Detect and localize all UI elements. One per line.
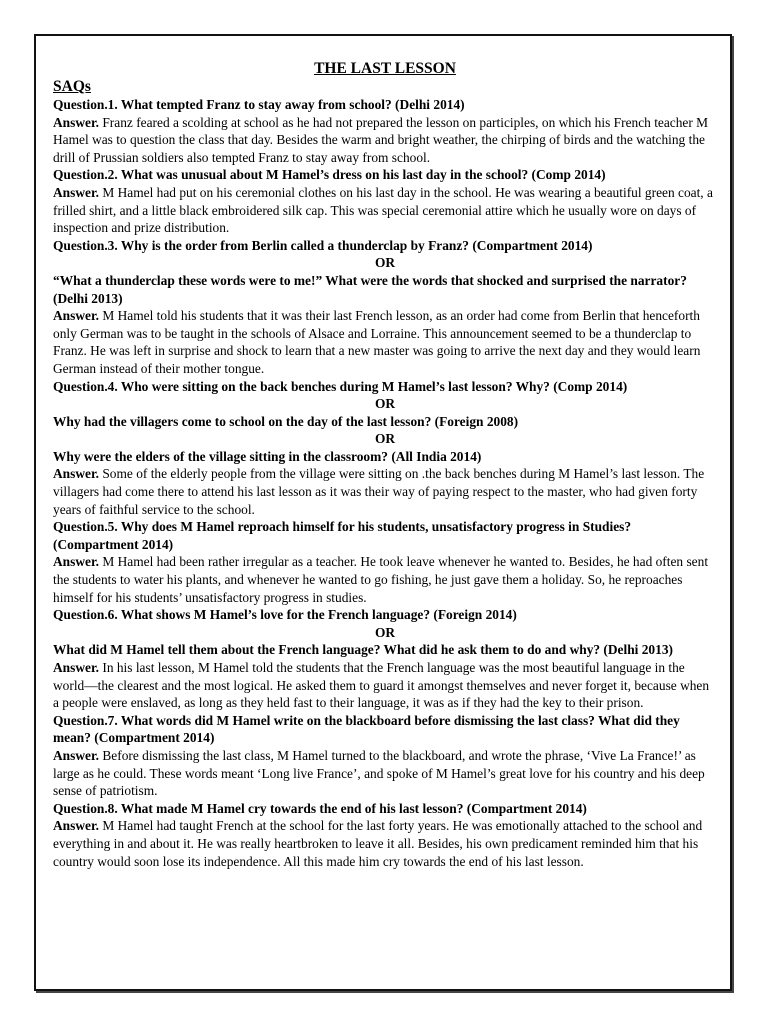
question-text: Question.3. Why is the order from Berlin called a thunderclap by Franz? (Compartment 2014)	[53, 237, 593, 253]
answer-label: Answer.	[53, 660, 100, 675]
question-text: Question.7. What words did M Hamel write on the blackboard before dismissing the last class? What did they mean? (Compartment 2014)	[53, 712, 680, 746]
qa-item	[53, 166, 717, 236]
page-title: THE LAST LESSON	[314, 60, 456, 77]
qa-item	[53, 237, 717, 378]
answer-label: Answer.	[53, 747, 100, 763]
qa-item	[53, 800, 717, 870]
qa-item	[53, 518, 717, 606]
answer-label: Answer.	[53, 114, 100, 130]
question-text: “What a thunderclap these words were to me!” What were the words that shocked and surprised the narrator? (Delhi 2013)	[53, 272, 687, 306]
answer-paragraph	[53, 465, 717, 518]
answer-label: Answer.	[53, 466, 100, 482]
answer-text: M Hamel told his students that it was their last French lesson, as an order had come from Berlin that henceforth only German was to be taught in the schools of Alsace and Lorraine. This announcement seemed to be a thunderclap to Franz. He was left in surprise and shock to learn that a new master was going to arrive the next day and they would learn German instead of their mother tongue.	[53, 308, 701, 376]
question-text: Question.1. What tempted Franz to stay away from school? (Delhi 2014)	[53, 97, 465, 112]
answer-label: Answer.	[53, 554, 100, 570]
or-separator: OR	[374, 396, 396, 412]
answer-paragraph	[53, 184, 717, 237]
question-text: Question.6. What shows M Hamel’s love for the French language? (Foreign 2014)	[53, 607, 517, 623]
section-heading: SAQs	[53, 78, 91, 95]
answer-paragraph	[53, 747, 717, 800]
answer-paragraph	[53, 659, 717, 712]
question-text: Question.8. What made M Hamel cry towards the end of his last lesson? (Compartment 2014)	[53, 800, 587, 816]
qa-item	[53, 378, 717, 519]
answer-paragraph	[53, 114, 717, 167]
qa-list	[53, 96, 717, 870]
question-text: Why had the villagers come to school on the day of the last lesson? (Foreign 2008)	[53, 413, 519, 429]
question-text: What did M Hamel tell them about the French language? What did he ask them to do and why? (Delhi 2013)	[53, 642, 673, 658]
answer-text: Before dismissing the last class, M Hamel turned to the blackboard, and wrote the phrase, ‘Vive La France!’ as large as he could. These words meant ‘Long live France’, and spoke of M Hamel’s great love for his country and his deep sense of patriotism.	[53, 747, 705, 799]
question-text: Question.5. Why does M Hamel reproach himself for his students, unsatisfactory progress in Studies? (Compartment 2014)	[53, 519, 632, 552]
answer-label: Answer.	[53, 818, 100, 834]
answer-label: Answer.	[53, 184, 100, 200]
qa-item	[53, 96, 717, 166]
answer-text: M Hamel had been rather irregular as a teacher. He took leave whenever he wanted to. Besides, he had often sent the students to water his plants, and whenever he wanted to go fishing, he just gave them a holiday. So, he reproaches himself for his students’ unsatisfactory progress in studies.	[53, 554, 709, 605]
answer-paragraph	[53, 553, 717, 606]
answer-text: In his last lesson, M Hamel told the students that the French language was the most beautiful language in the world—the clearest and the most logical. He asked them to guard it amongst themselves and never forget it, because when a people were enslaved, as long as they held fast to their language, it was as if they had the key to their prison.	[53, 660, 710, 711]
question-text: Question.4. Who were sitting on the back benches during M Hamel’s last lesson? Why? (Comp 2014)	[53, 378, 628, 394]
answer-paragraph	[53, 817, 717, 870]
question-text: Question.2. What was unusual about M Hamel’s dress on his last day in the school? (Comp 2014)	[53, 167, 606, 183]
or-separator: OR	[374, 255, 396, 271]
document-page	[34, 34, 732, 991]
or-separator: OR	[374, 431, 396, 447]
answer-label: Answer.	[53, 308, 100, 324]
question-text: Why were the elders of the village sitting in the classroom? (All India 2014)	[53, 448, 482, 464]
answer-text: M Hamel had taught French at the school for the last forty years. He was emotionally attached to the school and everything in and about it. He was really heartbroken to leave it all. Besides, his own predicament reminded him that his country would soon lose its independence. All this made him cry towards the end of his last lesson.	[53, 818, 703, 869]
answer-paragraph	[53, 307, 717, 377]
answer-text: Franz feared a scolding at school as he had not prepared the lesson on participles, on which his French teacher M Hamel was to question the class that day. Besides the warm and bright weather, the chirping of birds and the watching the drill of Prussian soldiers also tempted Franz to stay away from school.	[53, 114, 709, 165]
qa-item	[53, 712, 717, 800]
qa-item	[53, 606, 717, 712]
document-content	[53, 60, 717, 870]
answer-text: Some of the elderly people from the village were sitting on .the back benches during M Hamel’s last lesson. The villagers had come there to attend his last lesson as it was their way of paying respect to the master, who had given forty years of faithful service to the school.	[53, 466, 705, 517]
or-separator: OR	[374, 624, 396, 640]
answer-text: M Hamel had put on his ceremonial clothes on his last day in the school. He was wearing a beautiful green coat, a frilled shirt, and a little black embroidered silk cap. This was special ceremonial attire which he usually wore on days of inspection and prize distribution.	[53, 184, 713, 236]
